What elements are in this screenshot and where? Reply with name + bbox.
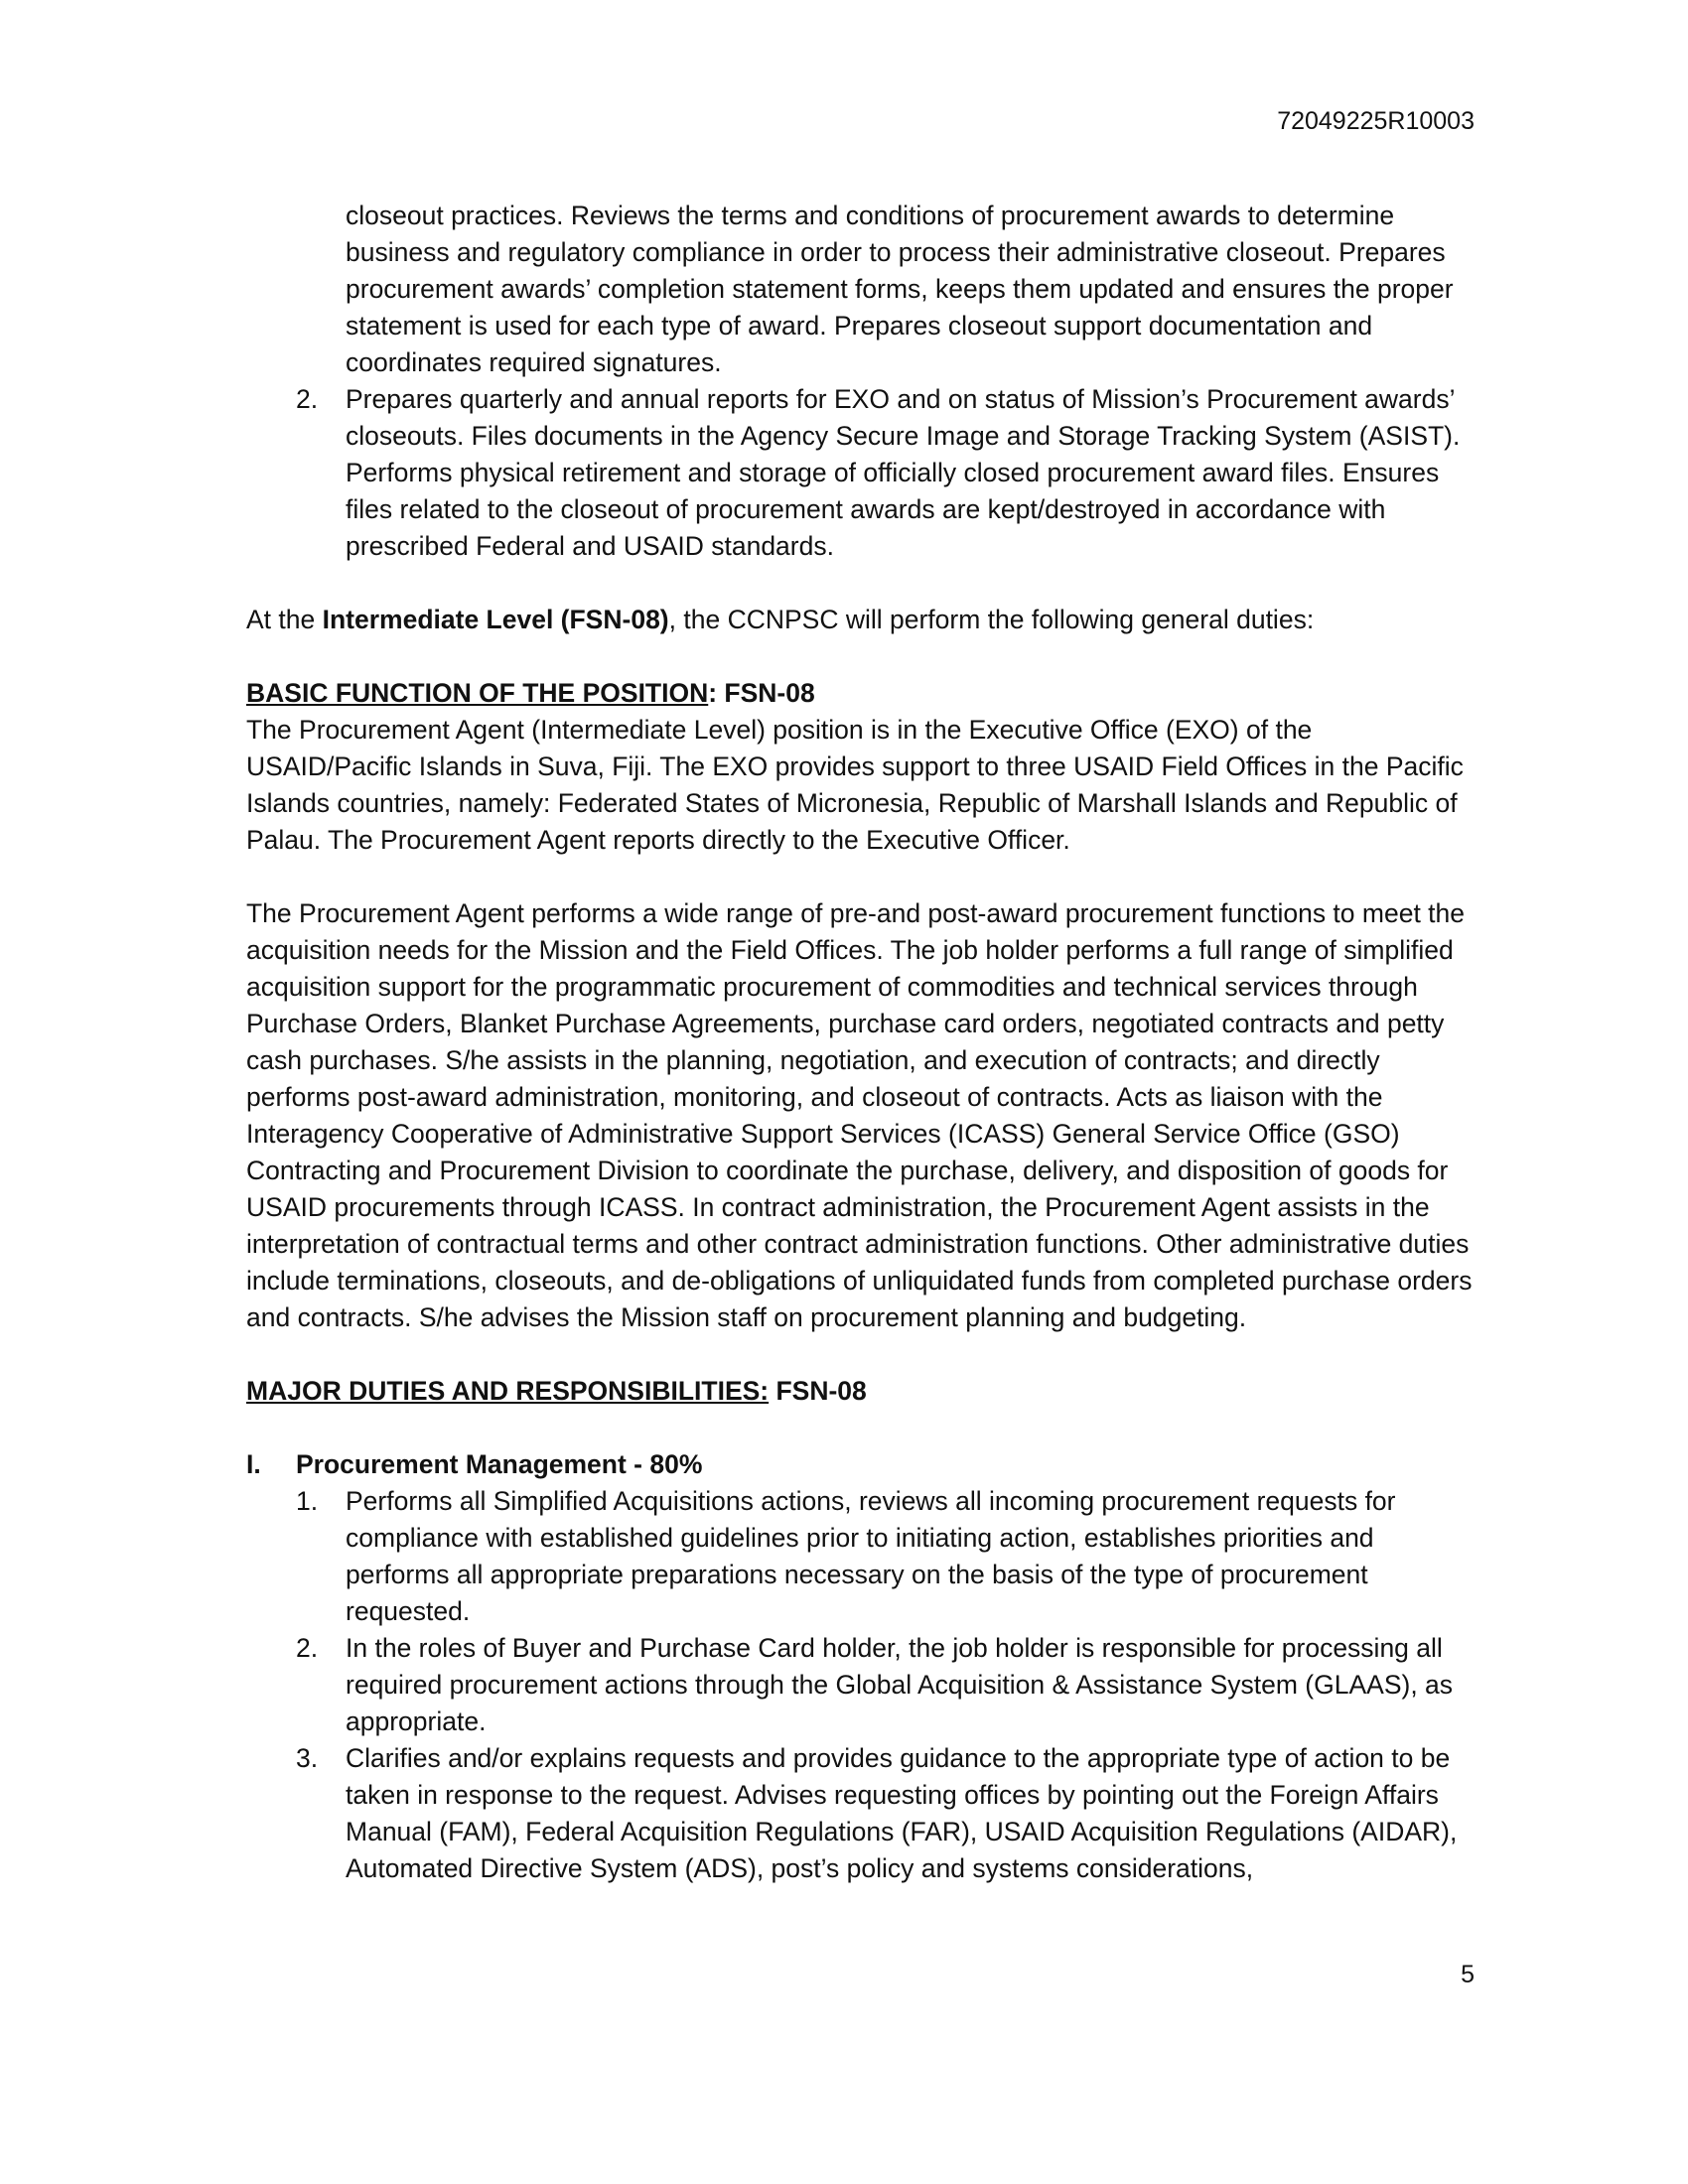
section-title: Procurement Management - 80% [296,1449,703,1479]
list-item [246,1630,1477,1740]
intro-sentence: At the Intermediate Level (FSN-08), the CCNPSC will perform the following general duties: [246,605,1315,634]
list-item [246,1740,1477,1887]
continued-list [246,381,1477,565]
basic-function-heading: BASIC FUNCTION OF THE POSITION: FSN-08 [246,678,815,708]
section-number: I. [246,1449,261,1479]
list-item-text: Performs all Simplified Acquisitions actions, reviews all incoming procurement requests for compliance with established guidelines prior to initiating action, establishes priorities and performs all appropriate preparations necessary on the basis of the type of procurement requested. [346,1486,1396,1626]
level-label: Intermediate Level (FSN-08) [322,605,669,634]
list-item-number: 1. [296,1486,319,1516]
major-duties-heading: MAJOR DUTIES AND RESPONSIBILITIES: FSN-08 [246,1376,867,1406]
list-item-number: 2. [296,1633,319,1663]
section-heading [246,1446,1477,1483]
basic-function-paragraph-1: The Procurement Agent (Intermediate Level) position is in the Executive Office (EXO) of the USAID/Pacific Islands in Suva, Fiji. The EXO provides support to three USAID Field Offices in the Pacific Islands countries, namely: Federated States of Micronesia, Republic of Marshall Islands and Republic of Palau. The Procurement Agent reports directly to the Executive Officer. [246,715,1464,855]
list-item-text: Prepares quarterly and annual reports for EXO and on status of Mission’s Procurement awards’ closeouts. Files documents in the Agency Secure Image and Storage Tracking System (ASIST). Performs physical retirement and storage of officially closed procurement award files. Ensures files related to the closeout of procurement awards are kept/destroyed in accordance with prescribed Federal and USAID standards. [346,384,1461,561]
page-number: 5 [1461,1961,1475,1988]
document-body [246,198,1477,1887]
list-item-number: 2. [296,384,319,414]
continued-paragraph: closeout practices. Reviews the terms and conditions of procurement awards to determine business and regulatory compliance in order to process their administrative closeout. Prepares procurement awards’ completion statement forms, keeps them updated and ensures the proper statement is used for each type of award. Prepares closeout support documentation and coordinates required signatures. [346,201,1454,377]
list-item [246,1483,1477,1630]
list-item-text: Clarifies and/or explains requests and provides guidance to the appropriate type of action to be taken in response to the request. Advises requesting offices by pointing out the Foreign Affairs Manual (FAM), Federal Acquisition Regulations (FAR), USAID Acquisition Regulations (AIDAR), Automated Directive System (ADS), post’s policy and systems considerations, [346,1743,1458,1883]
list-item-number: 3. [296,1743,319,1773]
document-number: 72049225R10003 [1277,107,1475,135]
duties-list [246,1483,1477,1887]
list-item [246,381,1477,565]
basic-function-paragraph-2: The Procurement Agent performs a wide range of pre-and post-award procurement functions to meet the acquisition needs for the Mission and the Field Offices. The job holder performs a full range of simplified acquisition support for the programmatic procurement of commodities and technical services through Purchase Orders, Blanket Purchase Agreements, purchase card orders, negotiated contracts and petty cash purchases. S/he assists in the planning, negotiation, and execution of contracts; and directly performs post-award administration, monitoring, and closeout of contracts. Acts as liaison with the Interagency Cooperative of Administrative Support Services (ICASS) General Service Office (GSO) Contracting and Procurement Division to coordinate the purchase, delivery, and disposition of goods for USAID procurements through ICASS. In contract administration, the Procurement Agent assists in the interpretation of contractual terms and other contract administration functions. Other administrative duties include terminations, closeouts, and de-obligations of unliquidated funds from completed purchase orders and contracts. S/he advises the Mission staff on procurement planning and budgeting. [246,898,1473,1332]
list-item-text: In the roles of Buyer and Purchase Card holder, the job holder is responsible for processing all required procurement actions through the Global Acquisition & Assistance System (GLAAS), as appropriate. [346,1633,1454,1736]
